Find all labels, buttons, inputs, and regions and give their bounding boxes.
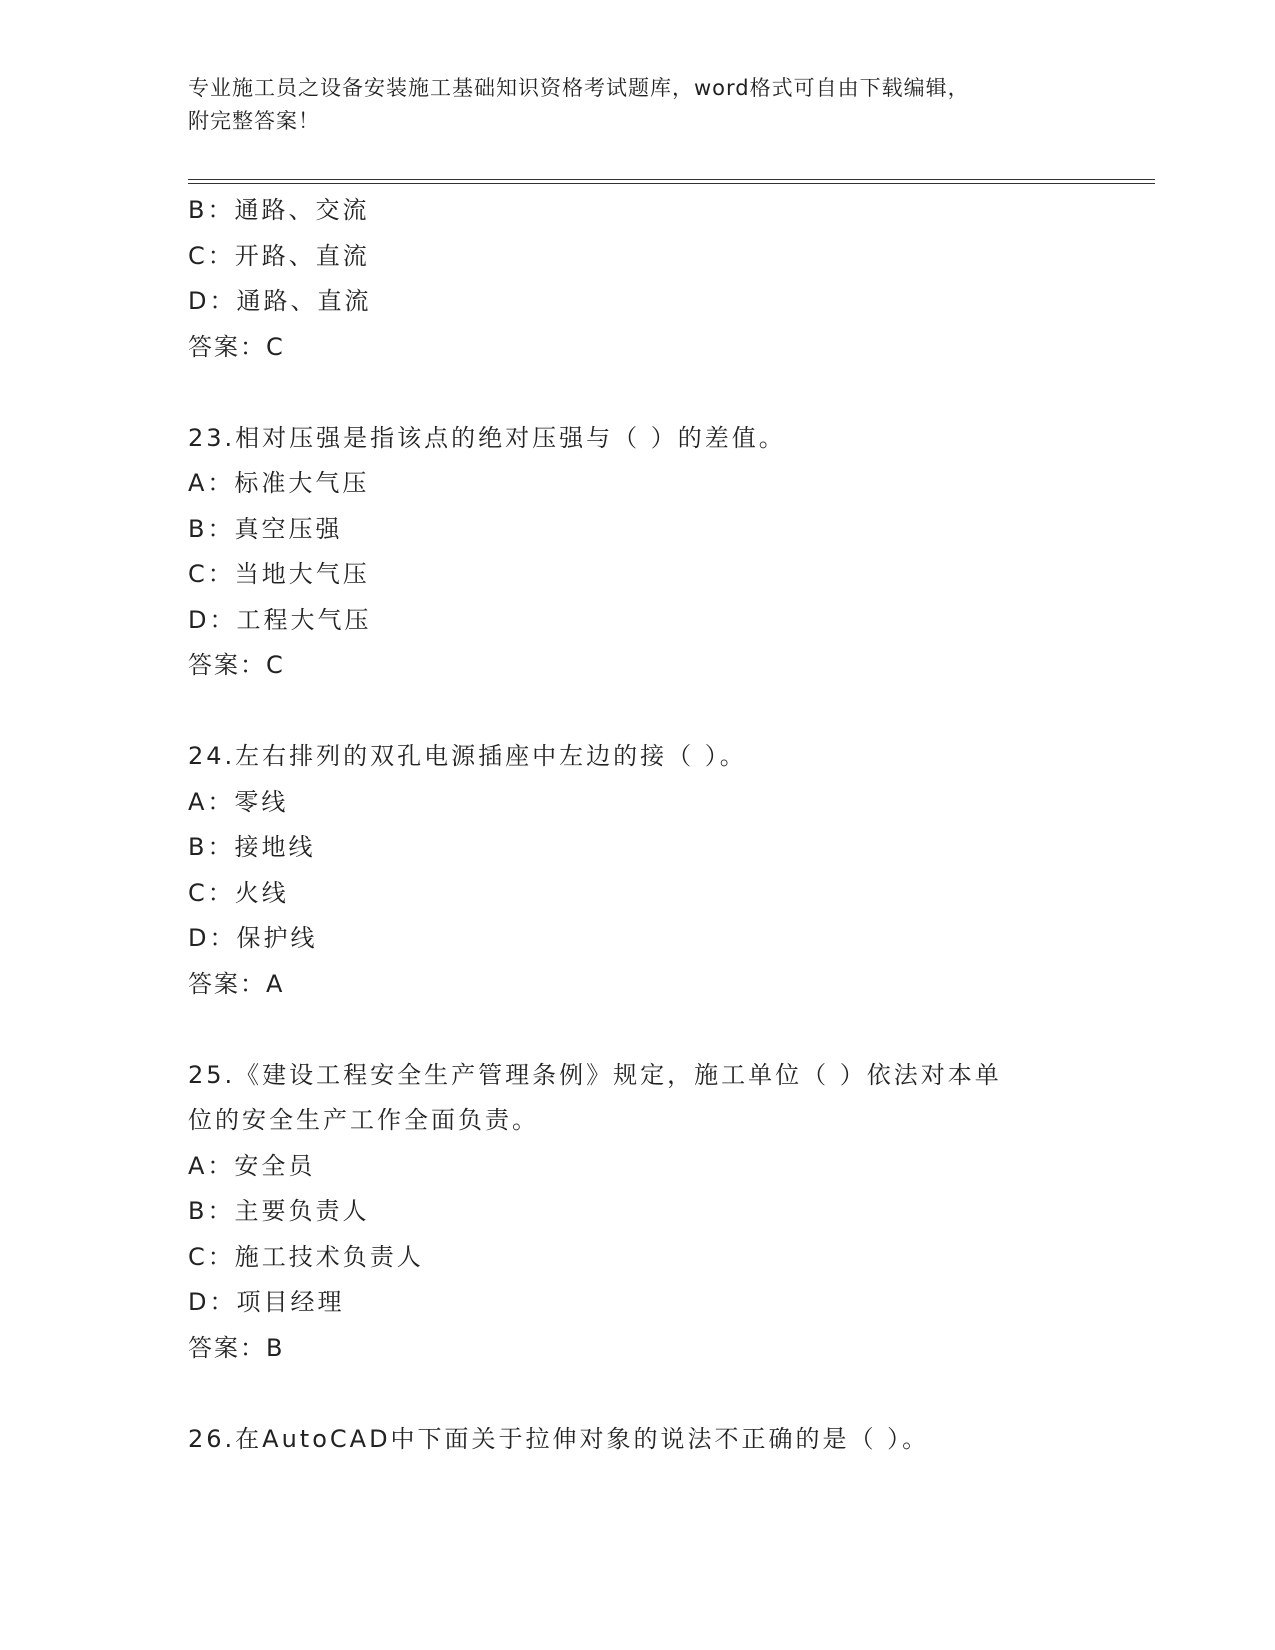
- answer: 答案：C: [188, 332, 285, 361]
- answer: 答案：A: [188, 969, 285, 998]
- option-d: D：保护线: [188, 924, 318, 952]
- spacer: [188, 1371, 1068, 1417]
- header-divider: [188, 179, 1155, 184]
- option-a: A：安全员: [188, 1151, 316, 1180]
- document-header: [188, 72, 1068, 138]
- spacer: [188, 1007, 1068, 1053]
- option-a: A：零线: [188, 787, 289, 816]
- option-c: C：当地大气压: [188, 560, 370, 588]
- option-b: B：真空压强: [188, 514, 343, 543]
- question-26: [188, 1417, 1068, 1463]
- header-line-1: 专业施工员之设备安装施工基础知识资格考试题库，word格式可自由下载编辑，: [188, 76, 970, 100]
- question-23: [188, 416, 1068, 689]
- option-d: D：项目经理: [188, 1288, 345, 1316]
- option-c: C：开路、直流: [188, 241, 370, 270]
- question-24: [188, 734, 1068, 1007]
- question-text: 24.左右排列的双孔电源插座中左边的接（ ）。: [188, 742, 747, 770]
- header-line-2: 附完整答案！: [188, 109, 320, 133]
- option-a: A：标准大气压: [188, 469, 370, 497]
- option-b: B：接地线: [188, 833, 316, 861]
- answer: 答案：C: [188, 651, 285, 679]
- spacer: [188, 689, 1068, 735]
- option-c: C：火线: [188, 878, 289, 907]
- question-22: [188, 188, 1068, 370]
- question-text-line-2: 位的安全生产工作全面负责。: [188, 1106, 539, 1134]
- question-list: [188, 188, 1068, 1462]
- question-text-line-1: 25.《建设工程安全生产管理条例》规定，施工单位（ ）依法对本单: [188, 1060, 1002, 1089]
- question-25: [188, 1053, 1068, 1372]
- option-b: B：主要负责人: [188, 1197, 370, 1225]
- question-text: 23.相对压强是指该点的绝对压强与（ ）的差值。: [188, 423, 786, 452]
- question-text: 26.在AutoCAD中下面关于拉伸对象的说法不正确的是（ ）。: [188, 1424, 930, 1453]
- spacer: [188, 370, 1068, 416]
- option-c: C：施工技术负责人: [188, 1242, 424, 1271]
- option-d: D：通路、直流: [188, 287, 372, 315]
- answer: 答案：B: [188, 1333, 285, 1362]
- option-b: B：通路、交流: [188, 196, 370, 224]
- option-d: D：工程大气压: [188, 605, 372, 634]
